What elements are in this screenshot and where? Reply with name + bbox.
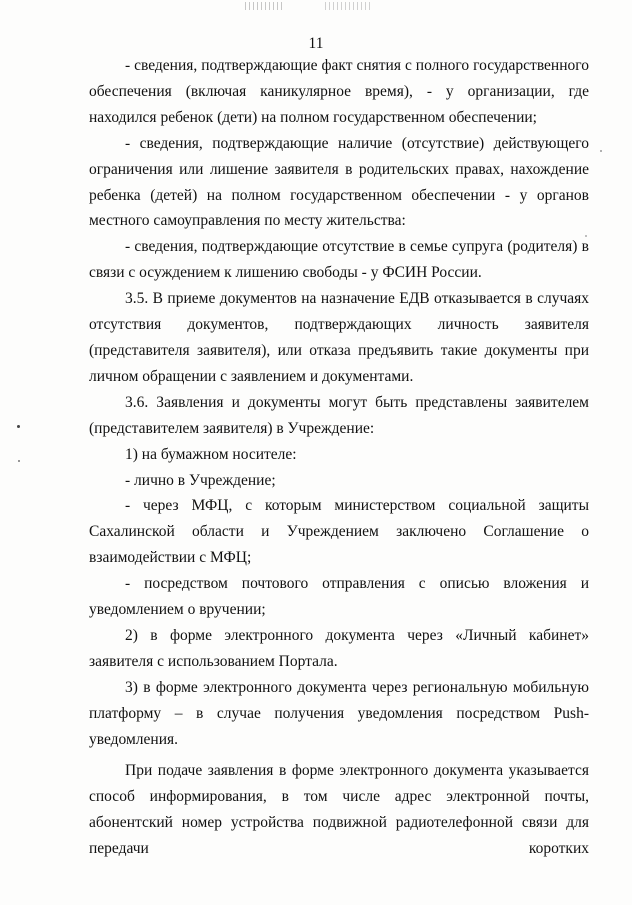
- paragraph: 3) в форме электронного документа через региональную мобильную платформу – в случае получения уведомления посредством Push-уведомления.: [89, 678, 589, 748]
- paragraph: При подаче заявления в форме электронного документа указывается способ информирования, в том числе адрес электронной почты, абонентский номер устройства подвижной радиотелефонной связи для передачи коротких: [89, 762, 589, 858]
- paragraph: 3.5. В приеме документов на назначение ЕДВ отказывается в случаях отсутствия документов, подтверждающих личность заявителя (представителя заявителя), или отказа предъявить такие документы при личном обращении с заявлением и документами.: [89, 290, 589, 385]
- paragraph: - сведения, подтверждающие факт снятия с полного государственного обеспечения (включая каникулярное время), - у организации, где находился ребенок (дети) на полном государственном обеспечении;: [89, 57, 589, 126]
- scan-speck: [17, 425, 20, 428]
- scan-artifact: [245, 2, 285, 10]
- scan-speck: [585, 235, 587, 237]
- scan-artifact: [325, 2, 373, 10]
- paragraph: 3.6. Заявления и документы могут быть представлены заявителем (представителем заявителя) в Учреждение:: [89, 393, 589, 437]
- paragraph: - сведения, подтверждающие отсутствие в семье супруга (родителя) в связи с осуждением к лишению свободы - у ФСИН России.: [89, 238, 589, 282]
- paragraph: - сведения, подтверждающие наличие (отсутствие) действующего ограничения или лишение заявителя в родительских правах, нахождение ребенка (детей) на полном государственном обеспечении - у органов местного самоуправления по месту жительства:: [89, 134, 589, 230]
- paragraph: 1) на бумажном носителе:: [125, 445, 297, 463]
- scan-speck: [18, 460, 20, 462]
- page-number: 11: [308, 35, 324, 52]
- paragraph: - посредством почтового отправления с описью вложения и уведомлением о вручении;: [89, 575, 589, 619]
- paragraph: - через МФЦ, с которым министерством социальной защиты Сахалинской области и Учреждением заключено Соглашение о взаимодействии с МФЦ;: [89, 497, 589, 567]
- paragraph: - лично в Учреждение;: [125, 471, 276, 489]
- paragraph: 2) в форме электронного документа через «Личный кабинет» заявителя с использованием Портала.: [89, 626, 589, 670]
- document-body: [89, 53, 589, 862]
- scan-speck: [600, 150, 602, 152]
